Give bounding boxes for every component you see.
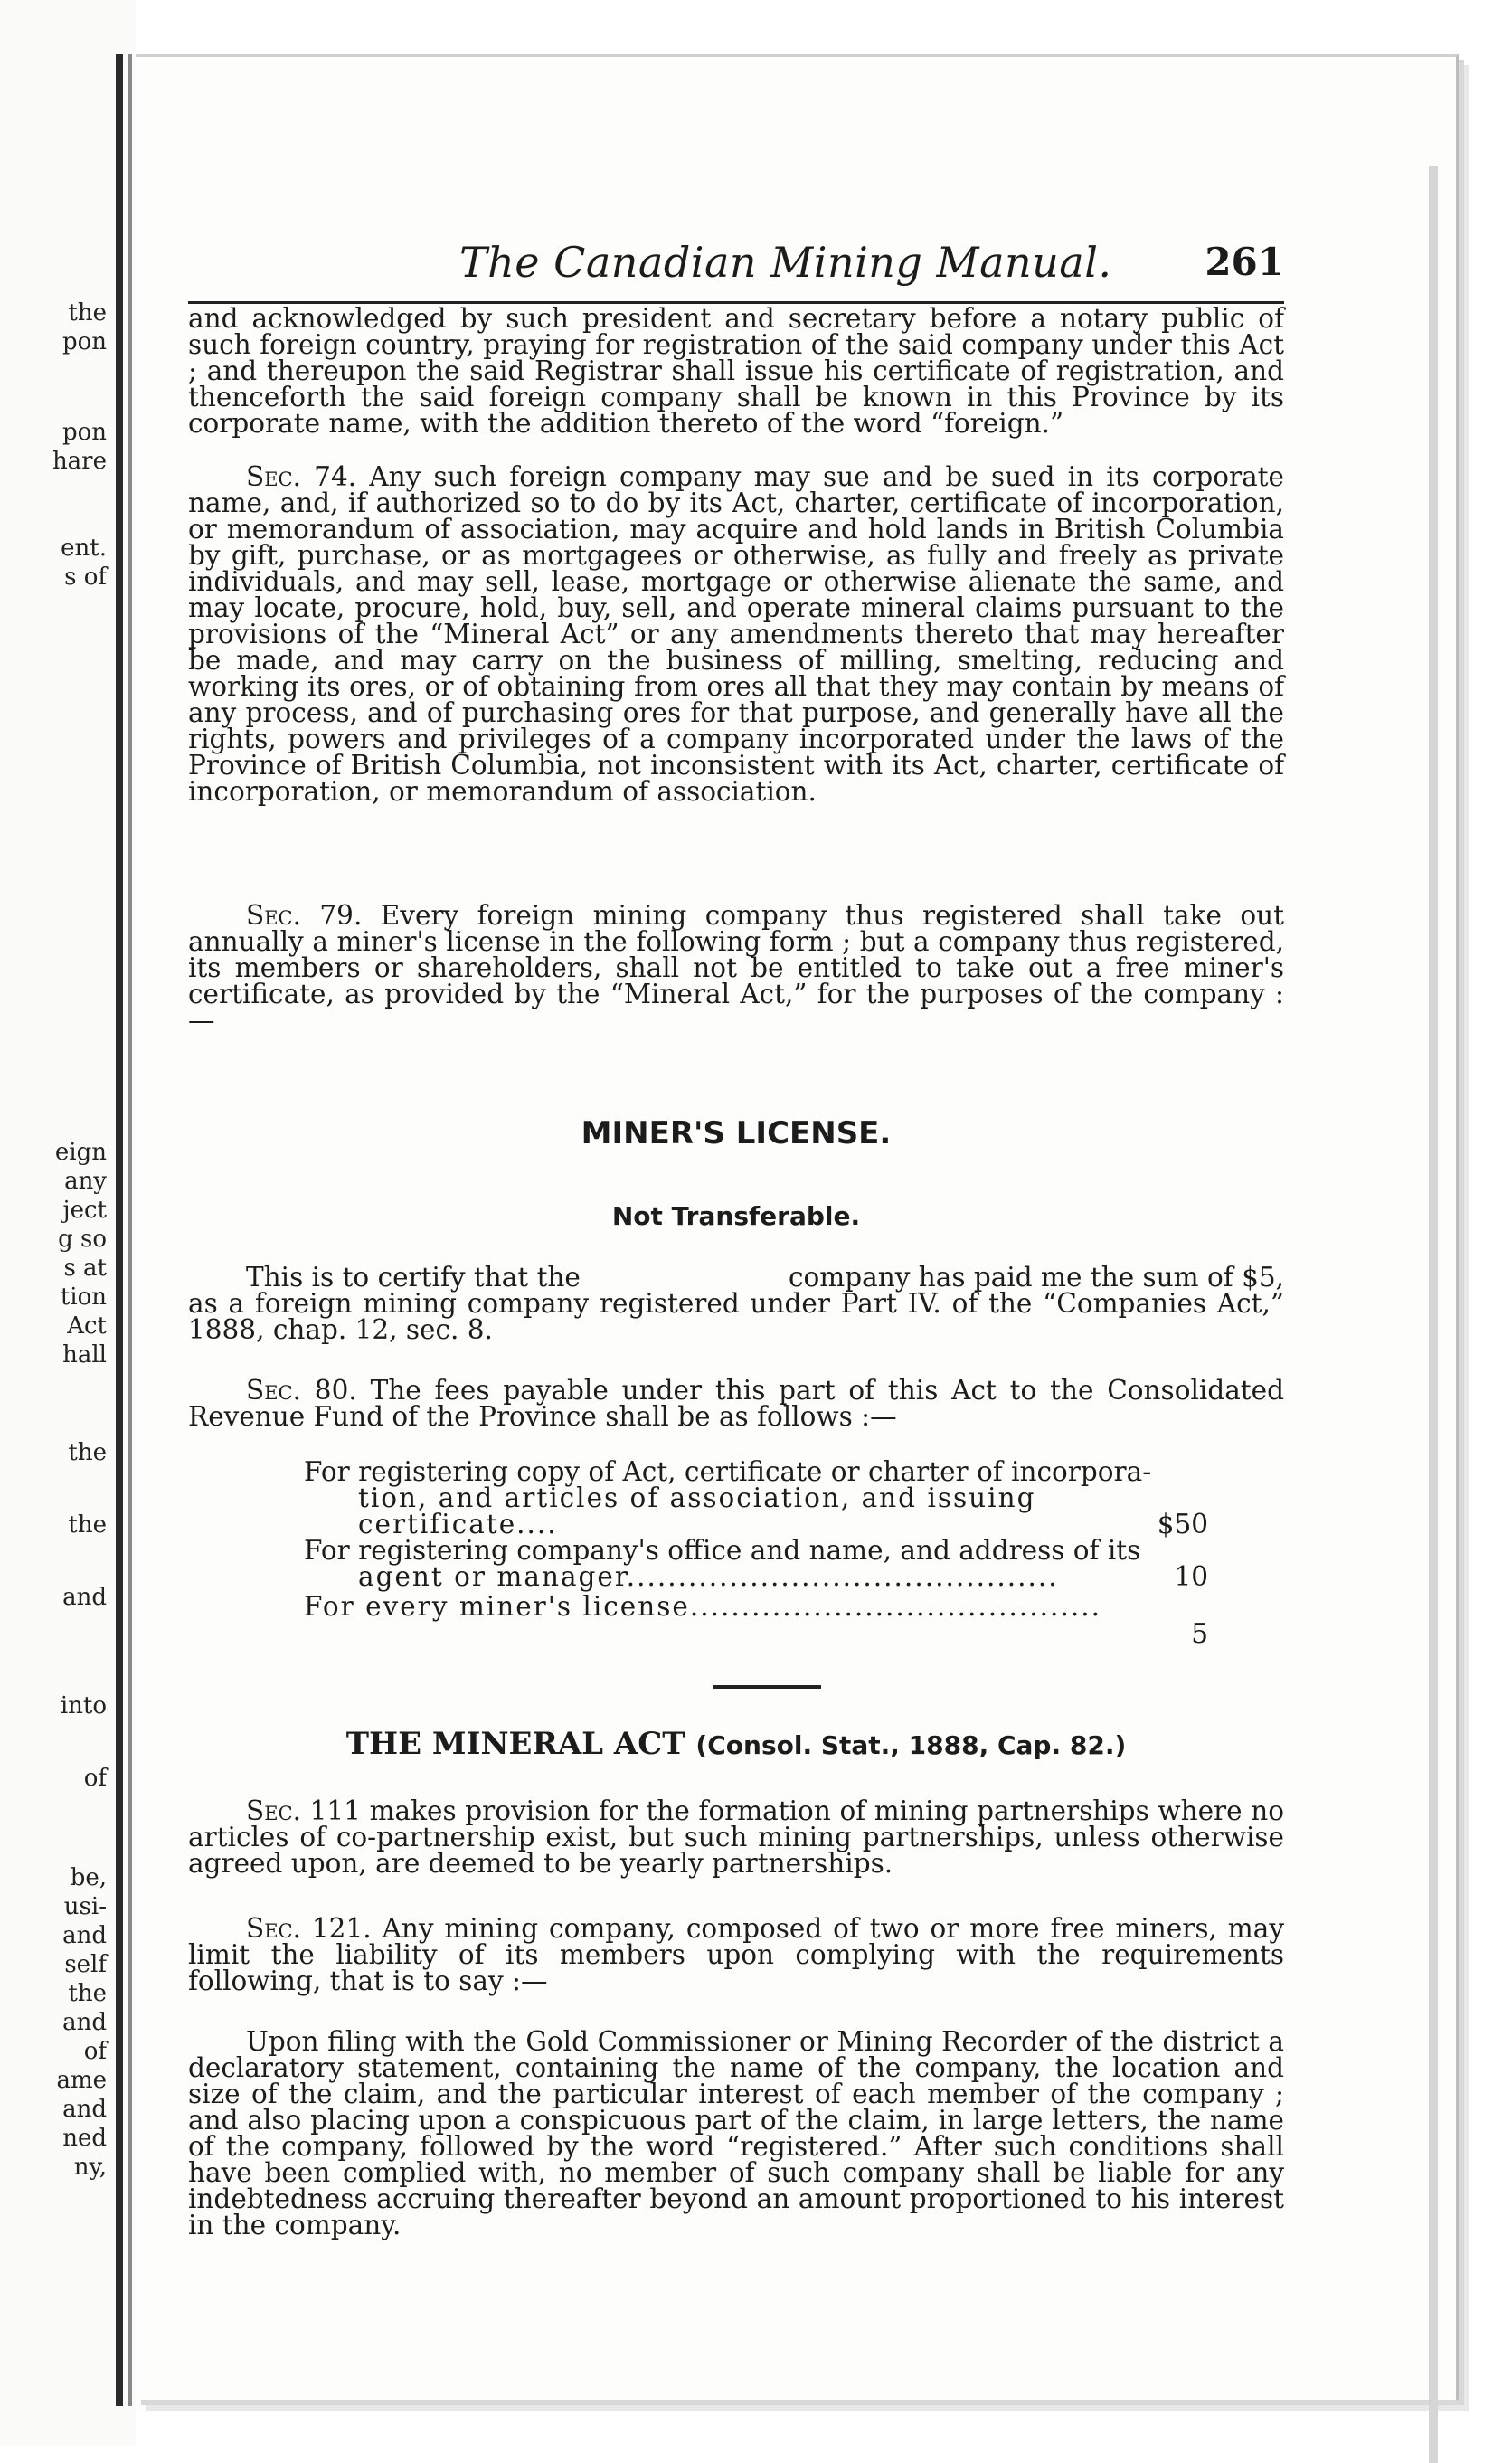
previous-page-fragment: hall [62, 1341, 107, 1369]
page-number: 261 [1205, 240, 1284, 284]
previous-page-fragment: s of [64, 564, 107, 591]
previous-page-fragment: pon [61, 419, 107, 446]
fee-amount: 5 [1191, 1618, 1208, 1649]
previous-page-fragment: and [62, 2096, 107, 2123]
fee-row: For registering company's office and name, and address of its agent or manager.......................................... 10 [304, 1535, 1208, 1592]
section-divider [713, 1685, 821, 1689]
previous-page-fragment: pon [61, 328, 107, 355]
fee-schedule [304, 1456, 1208, 1649]
previous-page-fragment: into [60, 1692, 107, 1719]
running-title: The Canadian Mining Manual. [459, 238, 1112, 287]
book-page [136, 54, 1459, 2400]
paragraph-registration: and acknowledged by such president and secretary before a notary public of such foreign country, praying for registration of the said company under this Act ; and thereupon the said Registrar shall issue his certificate of registration, and thenceforth the said foreign company shall be known in this Province by its corporate name, with the addition thereto of the word “foreign.” [188, 303, 1284, 439]
fee-row: For registering copy of Act, certificate or charter of incorpora- tion, and articles of association, and issuing certificate.... $50 [304, 1456, 1208, 1539]
previous-page-fragment: of [83, 1765, 107, 1792]
previous-page-fragment: of [83, 2038, 107, 2065]
section-number: Sec. 121. [246, 1913, 372, 1944]
previous-page-fragment: the [68, 1439, 107, 1466]
fee-amount: $50 [1157, 1509, 1208, 1539]
page-stack-edge [1429, 166, 1438, 2463]
previous-page-fragment: usi- [63, 1893, 107, 1920]
mineral-act-heading: THE MINERAL ACT (Consol. Stat., 1888, Cap. 82.) [345, 1726, 1127, 1762]
previous-page-fragment: s at [63, 1255, 107, 1282]
previous-page-fragment: eign [54, 1139, 107, 1166]
section-number: Sec. 111 [246, 1795, 361, 1826]
paragraph-limited-liability: Upon filing with the Gold Commissioner or Mining Recorder of the district a declaratory statement, containing the name of the company, the location and size of the claim, and the particular interest of each member of the company ; and also placing upon a conspicuous part of the claim, in large letters, the name of the company, followed by the word “registered.” After such conditions shall have been complied with, no member of such company shall be liable for any indebtedness accruing thereafter beyond an amount proportioned to his interest in the company. [188, 2026, 1284, 2240]
previous-page-fragment: hare [52, 448, 107, 475]
previous-page-fragment: be, [70, 1864, 107, 1891]
fee-row: For every miner's license........................................ 5 [304, 1591, 1208, 1649]
previous-page-fragment: the [68, 299, 107, 327]
license-certificate-text: This is to certify that the company has paid me the sum of $5, as a foreign mining company registered under Part IV. of the “Companies Act,” 1888, chap. 12, sec. 8. [188, 1262, 1284, 1345]
paragraph-sec-111: Sec. 111 makes provision for the formation of mining partnerships where no articles of co-partnership exist, but such mining partnerships, unless otherwise agreed upon, are deemed to be yearly partnerships. [188, 1795, 1284, 1879]
fee-amount: 10 [1174, 1561, 1208, 1592]
running-header [188, 229, 1284, 304]
binding-gutter-shadow [128, 54, 132, 2406]
previous-page-fragment: tion [60, 1284, 107, 1311]
previous-page-fragment: and [62, 1922, 107, 1949]
previous-page-fragment: Act [67, 1312, 107, 1340]
paragraph-sec-74: Sec. 74. Any such foreign company may sue and be sued in its corporate name, and, if authorized so to do by its Act, charter, certificate of incorporation, or memorandum of association, may acquire and hold lands in British Columbia by gift, purchase, or as mortgagees or otherwise, as fully and freely as private individuals, and may sell, lease, mortgage or otherwise alienate the same, and may locate, procure, hold, buy, sell, and operate mineral claims pursuant to the provisions of the “Mineral Act” or any amendments thereto that may hereafter be made, and may carry on the business of milling, smelting, reducing and working its ores, or of obtaining from ores all that they may contain by means of any process, and of purchasing ores for that purpose, and generally have all the rights, powers and privileges of a company incorporated under the laws of the Province of British Columbia, not inconsistent with its Act, charter, certificate of incorporation, or memorandum of association. [188, 461, 1284, 807]
previous-page-fragment: and [62, 1584, 107, 1611]
binding-gutter [116, 54, 123, 2406]
license-heading: MINER'S LICENSE. [581, 1115, 892, 1151]
paragraph-sec-79: Sec. 79. Every foreign mining company thus registered shall take out annually a miner's license in the following form ; but a company thus registered, its members or shareholders, shall not be entitled to take out a free miner's certificate, as provided by the “Mineral Act,” for the purposes of the company :— [188, 900, 1284, 1036]
section-number: Sec. 74. [246, 461, 357, 492]
section-number: Sec. 80. [246, 1375, 357, 1406]
paragraph-sec-80: Sec. 80. The fees payable under this part of this Act to the Consolidated Revenue Fund of the Province shall be as follows :— [188, 1375, 1284, 1432]
previous-page-fragment: ame [56, 2067, 107, 2094]
previous-page-fragment: g so [58, 1226, 107, 1253]
license-subheading: Not Transferable. [611, 1201, 861, 1231]
previous-page-fragment: the [68, 1980, 107, 2007]
previous-page-fragment: self [64, 1951, 107, 1978]
previous-page-fragment: any [64, 1168, 107, 1195]
paragraph-sec-121: Sec. 121. Any mining company, composed of two or more free miners, may limit the liability of its members upon complying with the requirements following, that is to say :— [188, 1913, 1284, 1996]
section-number: Sec. 79. [246, 900, 363, 931]
previous-page-fragment: the [68, 1511, 107, 1539]
previous-page-fragment: ent. [61, 535, 107, 562]
previous-page-fragment: and [62, 2009, 107, 2036]
previous-page-fragment: ject [62, 1197, 107, 1224]
previous-page-fragment: ned [62, 2125, 107, 2152]
previous-page-fragment: ny, [73, 2154, 107, 2181]
